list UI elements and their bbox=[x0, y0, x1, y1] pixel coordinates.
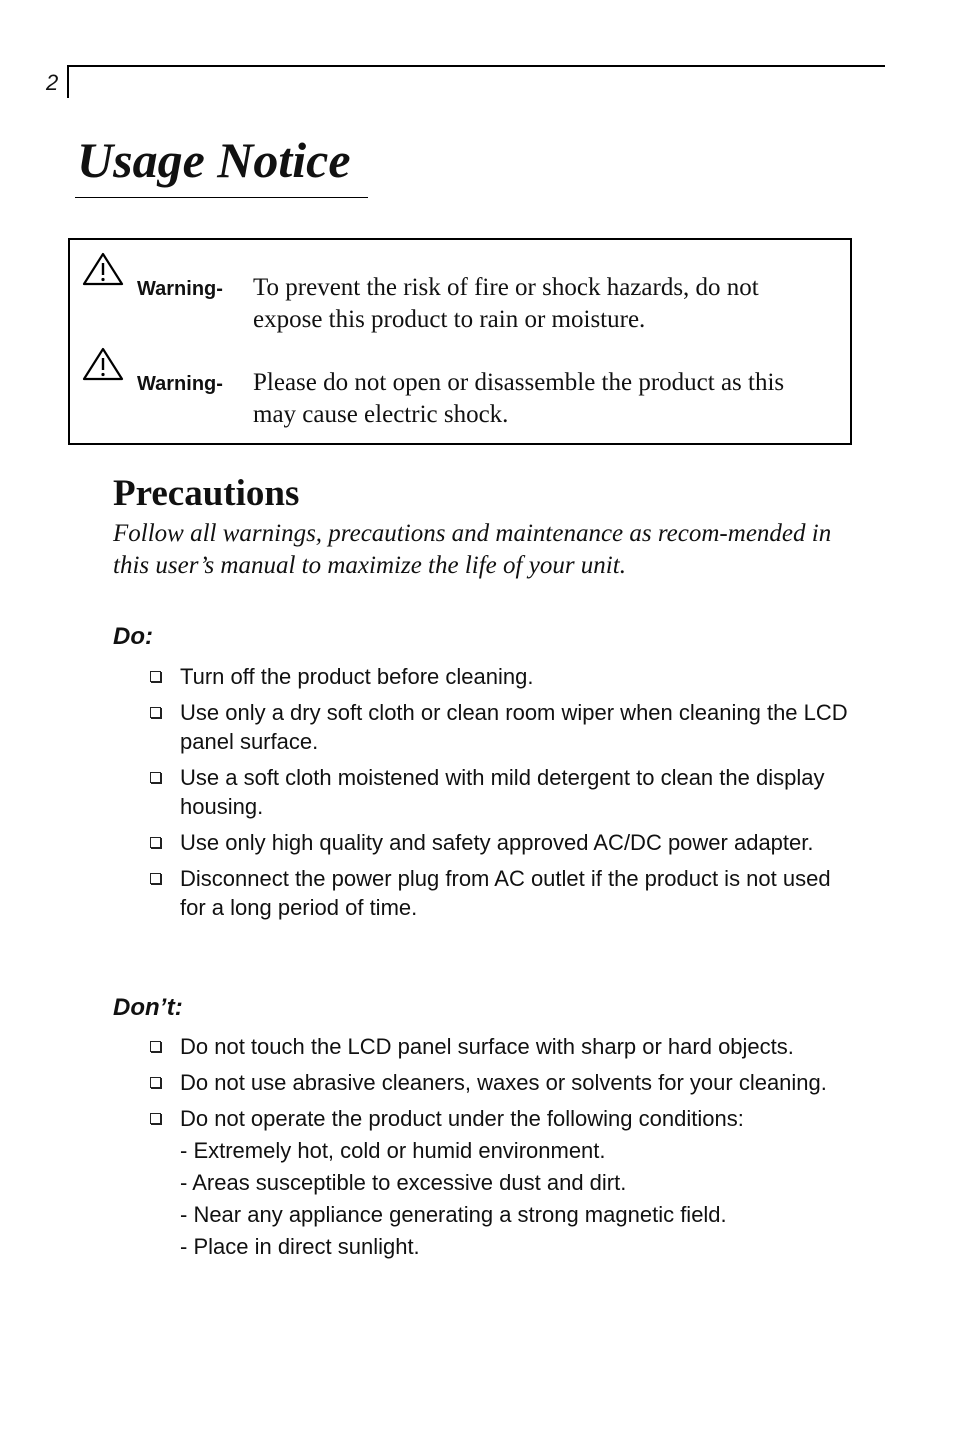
list-item bbox=[148, 698, 848, 756]
list-item bbox=[148, 662, 848, 691]
warning-text: Please do not open or disassemble the product as this may cause electric shock. bbox=[253, 369, 785, 428]
list-item-text: Use only high quality and safety approved AC/DC power adapter. bbox=[180, 830, 814, 855]
checkbox-bullet-icon bbox=[150, 873, 161, 884]
list-item-text: Use only a dry soft cloth or clean room wiper when cleaning the LCD panel surface. bbox=[180, 700, 848, 754]
checkbox-bullet-icon bbox=[150, 671, 161, 682]
conditions-list bbox=[180, 1136, 848, 1261]
list-item-text: Disconnect the power plug from AC outlet if the product is not used for a long period of time. bbox=[180, 866, 831, 920]
list-item bbox=[148, 1104, 848, 1261]
warning-label: Warning- bbox=[137, 278, 223, 300]
precautions-heading: Precautions bbox=[113, 473, 300, 514]
dont-list bbox=[148, 1032, 848, 1268]
checkbox-bullet-icon bbox=[150, 1041, 161, 1052]
list-item bbox=[148, 1032, 848, 1061]
page-number: 2 bbox=[46, 70, 59, 95]
warning-triangle-icon bbox=[82, 347, 124, 381]
checkbox-bullet-icon bbox=[150, 1077, 161, 1088]
list-item-text: Do not operate the product under the following conditions: bbox=[180, 1106, 744, 1131]
title-underline bbox=[75, 197, 368, 198]
do-heading: Do: bbox=[113, 623, 153, 650]
list-item-text: Do not use abrasive cleaners, waxes or solvents for your cleaning. bbox=[180, 1070, 827, 1095]
list-item-text: Turn off the product before cleaning. bbox=[180, 664, 534, 689]
list-item bbox=[148, 1068, 848, 1097]
precautions-intro: Follow all warnings, precautions and maintenance as recom-mended in this user’s manual to maximize the life of your unit. bbox=[113, 520, 832, 579]
checkbox-bullet-icon bbox=[150, 837, 161, 848]
list-item-text: Use a soft cloth moistened with mild detergent to clean the display housing. bbox=[180, 765, 825, 819]
header-rule-vertical bbox=[67, 66, 69, 98]
do-list bbox=[148, 662, 848, 929]
page-title: Usage Notice bbox=[77, 132, 351, 188]
warning-triangle-icon bbox=[82, 252, 124, 286]
warning-box bbox=[68, 238, 852, 445]
checkbox-bullet-icon bbox=[150, 772, 161, 783]
list-item bbox=[148, 828, 848, 857]
warning-label: Warning- bbox=[137, 373, 223, 395]
list-item-text: Do not touch the LCD panel surface with sharp or hard objects. bbox=[180, 1034, 794, 1059]
condition-item: - Place in direct sunlight. bbox=[180, 1234, 420, 1259]
list-item bbox=[148, 763, 848, 821]
warning-text: To prevent the risk of fire or shock hazards, do not expose this product to rain or moisture. bbox=[253, 274, 759, 333]
checkbox-bullet-icon bbox=[150, 707, 161, 718]
condition-item: - Areas susceptible to excessive dust and dirt. bbox=[180, 1170, 627, 1195]
checkbox-bullet-icon bbox=[150, 1113, 161, 1124]
condition-item: - Extremely hot, cold or humid environment. bbox=[180, 1138, 606, 1163]
header-rule-horizontal bbox=[67, 65, 885, 67]
condition-item: - Near any appliance generating a strong magnetic field. bbox=[180, 1202, 727, 1227]
dont-heading: Don’t: bbox=[113, 994, 183, 1021]
list-item bbox=[148, 864, 848, 922]
